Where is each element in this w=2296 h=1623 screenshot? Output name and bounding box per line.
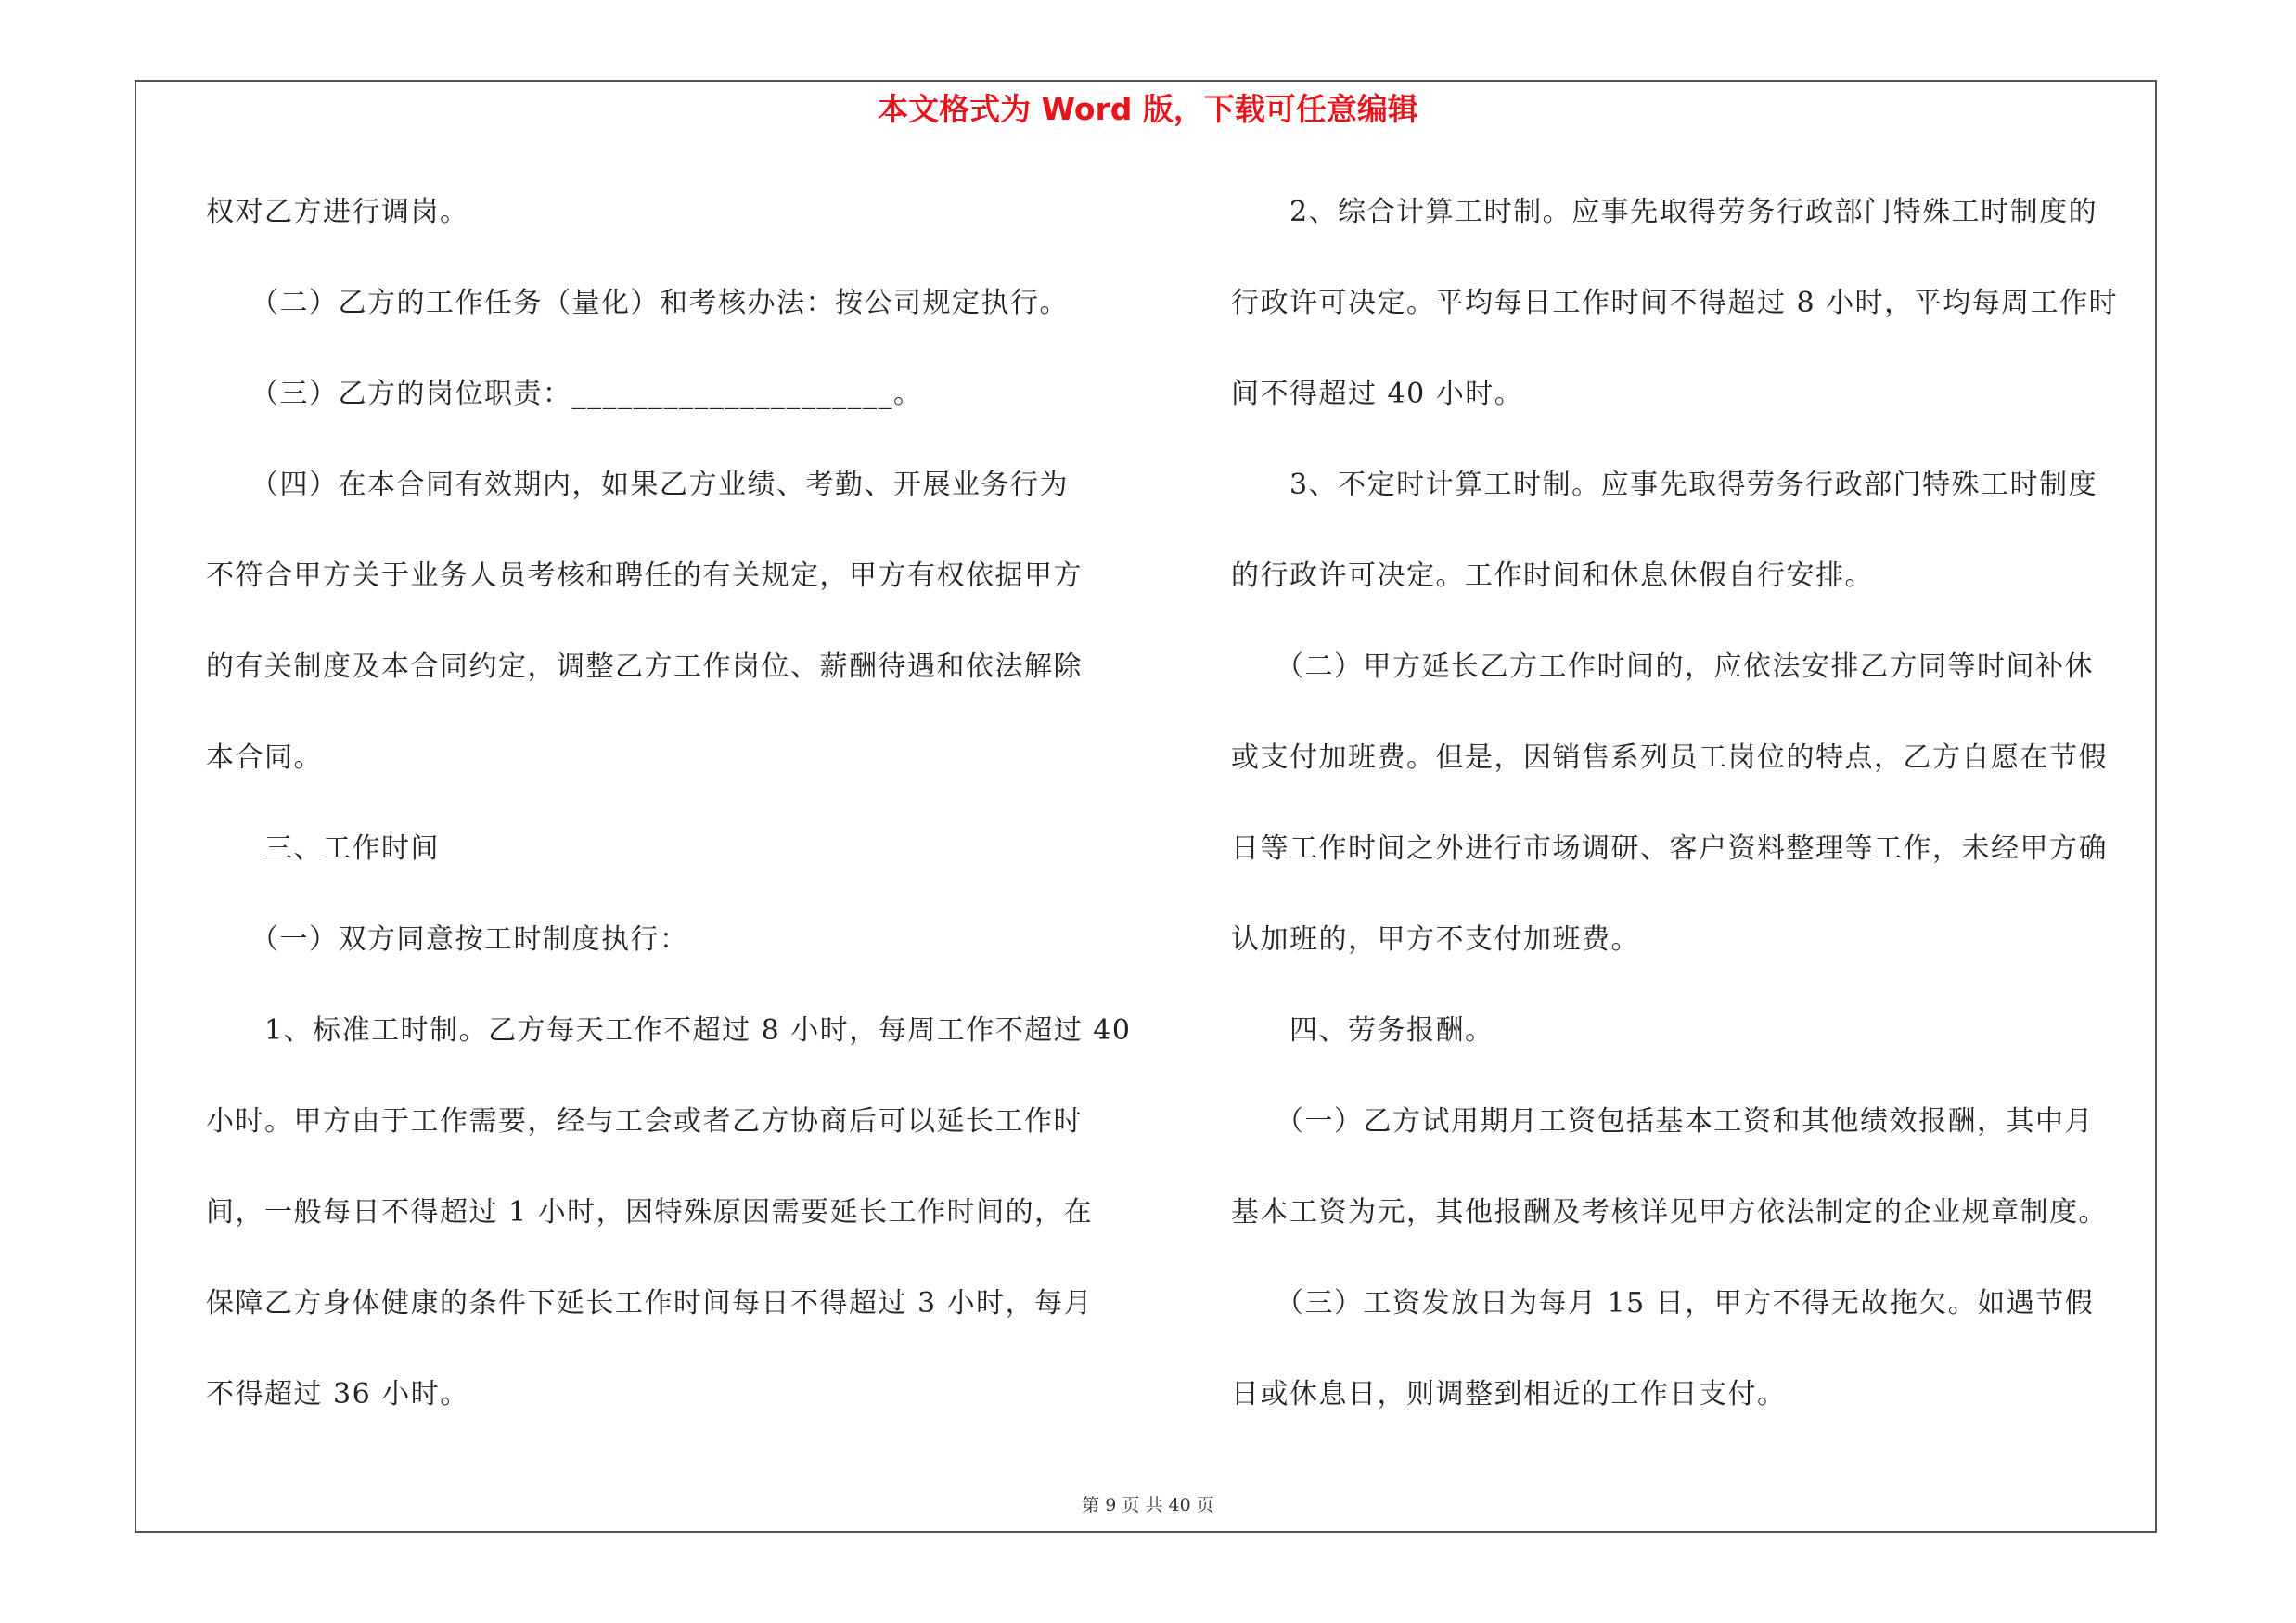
text-line: 或支付加班费。但是，因销售系列员工岗位的特点，乙方自愿在节假 [1231,741,2108,774]
section-heading: 三、工作时间 [206,832,440,865]
text-line: 3、不定时计算工时制。应事先取得劳务行政部门特殊工时制度 [1231,469,2098,501]
page-number-footer: 第 9 页 共 40 页 [1082,1495,1214,1515]
editable-notice-banner: 本文格式为 Word 版，下载可任意编辑 [878,91,1418,127]
text-line: 基本工资为元，其他报酬及考核详见甲方依法制定的企业规章制度。 [1231,1196,2108,1229]
text-line: 保障乙方身体健康的条件下延长工作时间每日不得超过 3 小时，每月 [206,1287,1094,1320]
text-line: 小时。甲方由于工作需要，经与工会或者乙方协商后可以延长工作时 [206,1105,1083,1138]
right-text-column [1231,182,2159,1455]
text-line: 本合同。 [206,741,323,774]
text-line: （二）甲方延长乙方工作时间的，应依法安排乙方同等时间补休 [1231,650,2094,683]
text-line: （三）乙方的岗位职责：_____________________。 [206,378,923,410]
text-line: 行政许可决定。平均每日工作时间不得超过 8 小时，平均每周工作时 [1231,287,2119,319]
text-line: 的有关制度及本合同约定，调整乙方工作岗位、薪酬待遇和依法解除 [206,650,1083,683]
section-heading: 四、劳务报酬。 [1231,1014,1494,1047]
text-line: （一）双方同意按工时制度执行： [206,923,689,956]
text-line: 的行政许可决定。工作时间和休息休假自行安排。 [1231,560,1874,592]
text-line: 认加班的，甲方不支付加班费。 [1231,923,1640,956]
text-line: （一）乙方试用期月工资包括基本工资和其他绩效报酬，其中月 [1231,1105,2094,1138]
text-line: 间不得超过 40 小时。 [1231,378,1524,410]
text-line: 间，一般每日不得超过 1 小时，因特殊原因需要延长工作时间的，在 [206,1196,1094,1229]
text-line: 1、标准工时制。乙方每天工作不超过 8 小时，每周工作不超过 40 [206,1014,1132,1047]
text-line: 不得超过 36 小时。 [206,1378,469,1410]
text-line: 日或休息日，则调整到相近的工作日支付。 [1231,1378,1787,1410]
left-text-column [206,182,1134,1455]
text-line: 权对乙方进行调岗。 [206,196,469,228]
text-line: 日等工作时间之外进行市场调研、客户资料整理等工作，未经甲方确 [1231,832,2108,865]
text-line: （三）工资发放日为每月 15 日，甲方不得无故拖欠。如遇节假 [1231,1287,2095,1320]
text-line: 2、综合计算工时制。应事先取得劳务行政部门特殊工时制度的 [1231,196,2098,228]
text-line: （二）乙方的工作任务（量化）和考核办法：按公司规定执行。 [206,287,1069,319]
text-line: 不符合甲方关于业务人员考核和聘任的有关规定，甲方有权依据甲方 [206,560,1083,592]
text-line: （四）在本合同有效期内，如果乙方业绩、考勤、开展业务行为 [206,469,1069,501]
